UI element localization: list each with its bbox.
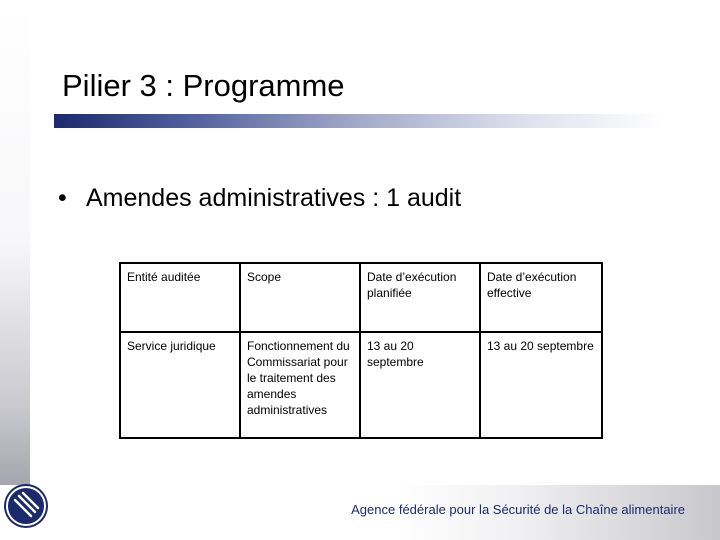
table-header-cell: Scope bbox=[240, 263, 360, 332]
table-cell: Service juridique bbox=[120, 332, 240, 438]
title-underline-bar bbox=[54, 114, 664, 128]
bullet-item bbox=[58, 184, 461, 213]
slide-title: Pilier 3 : Programme bbox=[62, 68, 345, 103]
audit-table bbox=[119, 262, 603, 439]
table-cell: 13 au 20 septembre bbox=[480, 332, 602, 438]
table-header-cell: Date d’exécution planifiée bbox=[360, 263, 480, 332]
afsca-logo-icon bbox=[2, 482, 50, 530]
table-row bbox=[120, 332, 602, 438]
table-cell: Fonctionnement du Commissariat pour le traitement des amendes administratives bbox=[240, 332, 360, 438]
table-header-cell: Entité auditée bbox=[120, 263, 240, 332]
left-decorative-strip bbox=[0, 0, 30, 540]
bullet-text: Amendes administratives : 1 audit bbox=[86, 184, 462, 212]
bullet-marker: • bbox=[58, 184, 67, 212]
table-cell: 13 au 20 septembre bbox=[360, 332, 480, 438]
table-header-cell: Date d’exécution effective bbox=[480, 263, 602, 332]
footer-agency-name: Agence fédérale pour la Sécurité de la Chaîne alimentaire bbox=[351, 502, 685, 517]
table-header-row bbox=[120, 263, 602, 332]
